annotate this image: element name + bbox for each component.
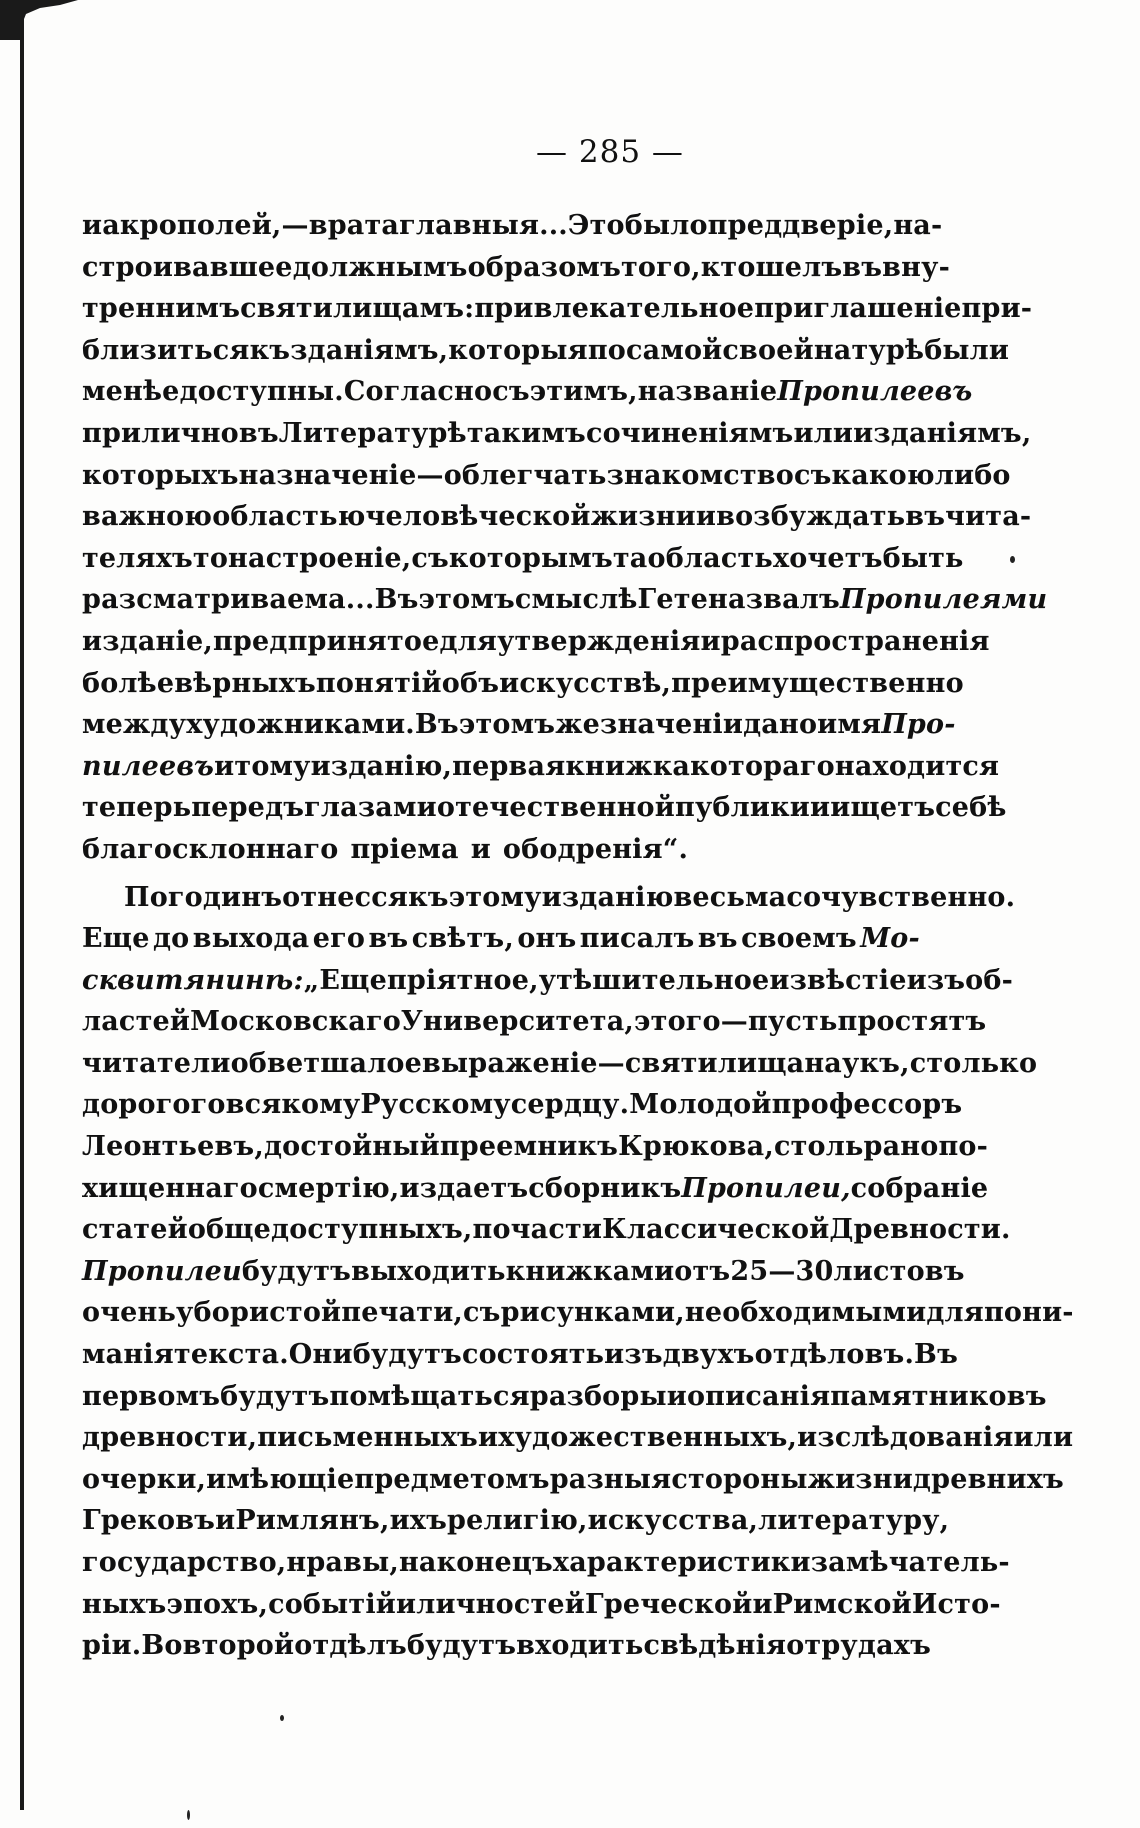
word: настроеніе, <box>228 542 412 574</box>
word: описанія <box>686 1380 831 1412</box>
word: Въ <box>914 1339 958 1371</box>
word: прилично <box>82 417 239 449</box>
word: и <box>215 1505 236 1537</box>
word: его <box>312 923 366 955</box>
word: имѣющіе <box>206 1463 355 1495</box>
word: строивавшее <box>82 251 293 283</box>
word: столь <box>773 1131 864 1163</box>
word: этомъ <box>418 584 515 616</box>
word: искусства, <box>587 1505 759 1537</box>
word: преемникъ <box>439 1131 619 1163</box>
word: Классической <box>602 1214 830 1246</box>
word: для <box>439 625 498 657</box>
word: извѣстіе <box>769 964 907 996</box>
word: Литературѣ <box>278 417 467 449</box>
word: и <box>666 1380 687 1412</box>
word: личностей <box>416 1588 586 1620</box>
word: либо <box>934 459 1011 491</box>
word: съ <box>492 376 530 408</box>
word: онъ <box>517 923 577 955</box>
word: трудахъ <box>804 1630 932 1662</box>
word: — <box>768 1255 796 1287</box>
word: вну- <box>882 251 950 283</box>
word: дано <box>743 709 818 741</box>
text-line <box>82 496 1032 538</box>
text-line <box>82 455 1011 497</box>
text-line <box>82 538 964 580</box>
word: зданіямъ, <box>290 334 449 366</box>
word: распространенія <box>720 625 990 657</box>
word: сочувственно. <box>786 881 1016 913</box>
word: быть <box>882 542 964 574</box>
word: Древности. <box>829 1214 1011 1246</box>
word: эпохъ, <box>166 1588 269 1620</box>
word: образомъ <box>467 251 621 283</box>
word: статей <box>82 1214 188 1246</box>
word: Крюкова, <box>618 1131 774 1163</box>
word: къ <box>249 334 291 366</box>
word: изданіямъ, <box>853 417 1032 449</box>
word: о <box>786 1630 805 1662</box>
word: при- <box>961 293 1033 325</box>
word: было <box>624 210 708 241</box>
word: искусствѣ, <box>499 667 672 699</box>
word: событій <box>268 1588 396 1620</box>
word: листовъ <box>833 1255 965 1287</box>
text-line <box>82 1584 1001 1626</box>
word: назвалъ <box>708 584 840 616</box>
word: всякому <box>225 1089 361 1121</box>
word: будутъ <box>406 1630 517 1662</box>
word: Русскому <box>360 1089 511 1121</box>
word: характеристики <box>552 1547 811 1578</box>
word: изъ <box>604 1339 663 1371</box>
word: наконецъ <box>398 1547 553 1578</box>
word: необходимыми <box>684 1297 927 1329</box>
word: областью <box>212 501 366 533</box>
page-number: — 285 — <box>536 134 684 170</box>
word: помѣщаться <box>329 1380 530 1412</box>
word: утвержденія <box>497 625 701 657</box>
text-line <box>82 1625 932 1667</box>
word: въ <box>842 251 883 283</box>
text-line <box>82 918 920 960</box>
word: достойный <box>263 1131 440 1163</box>
word: обветшалое <box>230 1047 423 1079</box>
word: и <box>396 1588 417 1620</box>
word: Это <box>567 210 625 241</box>
text-line <box>82 621 990 663</box>
word: жизни <box>590 501 696 533</box>
word: пилеевъ <box>82 750 215 782</box>
word: книжками <box>505 1255 675 1287</box>
word: благосклоннаго <box>82 833 339 865</box>
text-line <box>82 330 1010 372</box>
word: свѣтъ, <box>411 923 514 955</box>
word: теляхъ <box>82 542 193 574</box>
text-line <box>82 1459 1064 1501</box>
word: болѣе <box>82 667 175 699</box>
word: Пропилеи <box>82 1255 242 1287</box>
word: „Еще <box>303 964 387 996</box>
word: Во <box>141 1630 183 1662</box>
word: собраніе <box>850 1172 989 1204</box>
text-line <box>82 960 1013 1002</box>
word: весьма <box>673 881 787 913</box>
word: изданіе, <box>82 625 213 657</box>
word: замѣчатель- <box>810 1547 1010 1578</box>
word: второй <box>182 1630 295 1662</box>
word: первая <box>452 750 566 782</box>
text-line <box>82 1084 963 1126</box>
word: и <box>810 792 831 824</box>
text-line <box>82 1001 987 1043</box>
word: свѣдѣнія <box>643 1630 787 1662</box>
word: читатели <box>82 1047 231 1079</box>
word: Греческой <box>585 1588 753 1620</box>
text-line <box>82 1126 989 1168</box>
word: съ <box>463 1297 501 1329</box>
word: Въ <box>414 709 459 741</box>
word: привлекательное <box>474 293 755 325</box>
scan-speck <box>280 1715 284 1721</box>
word: акрополей,—врата <box>102 210 400 241</box>
word: первомъ <box>82 1380 221 1412</box>
word: утѣшительное <box>538 964 770 996</box>
word: пріема <box>350 833 459 865</box>
word: государство, <box>82 1547 287 1578</box>
word: профессоръ <box>771 1089 963 1121</box>
word: публики <box>674 792 811 824</box>
word: состоять <box>461 1339 605 1371</box>
word: менѣе <box>82 376 180 408</box>
word: ластей <box>82 1006 191 1038</box>
word: близиться <box>82 334 250 366</box>
word: ищетъ <box>830 792 936 824</box>
word: выраженіе—святилища <box>422 1047 805 1079</box>
text-line <box>82 704 956 746</box>
word: съ <box>411 542 449 574</box>
text-line <box>82 1500 950 1542</box>
word: выходить <box>351 1255 506 1287</box>
word: писалъ <box>579 923 695 955</box>
word: область <box>647 542 773 574</box>
word: этого <box>634 1006 721 1038</box>
text-line <box>82 1417 1074 1459</box>
word: преимущественно <box>671 667 964 699</box>
word: треннимъ <box>82 293 241 325</box>
text-line <box>82 371 973 413</box>
word: изданію <box>541 881 674 913</box>
text-line <box>82 1168 989 1210</box>
text-line <box>82 829 920 871</box>
word: объ <box>441 667 500 699</box>
word: пусть <box>747 1006 838 1038</box>
word: книжка <box>565 750 691 782</box>
word: важною <box>82 501 213 533</box>
word: предметомъ <box>354 1463 550 1495</box>
scan-speck <box>1010 556 1015 563</box>
text-line <box>82 1043 1038 1085</box>
word: Въ <box>374 584 419 616</box>
word: съ <box>793 459 832 491</box>
word: будутъ <box>241 1255 352 1287</box>
word: и <box>700 625 721 657</box>
word: котораго <box>690 750 835 782</box>
word: нравы, <box>286 1547 399 1578</box>
word: преддверіе, <box>707 210 894 241</box>
word: Пропилеями <box>839 584 1048 616</box>
word: и <box>477 1422 499 1454</box>
text-line <box>82 1292 1074 1334</box>
word: будутъ <box>352 1339 462 1371</box>
text-line <box>82 205 943 247</box>
word: древнихъ <box>912 1463 1064 1495</box>
word: текста. <box>173 1339 289 1371</box>
word: этимъ, <box>529 376 638 408</box>
word: отдѣлъ <box>294 1630 407 1662</box>
word: названіе <box>637 376 778 408</box>
word: сочиненіямъ <box>585 417 794 449</box>
word: разныя <box>549 1463 672 1495</box>
word: изъ <box>906 964 966 996</box>
word: печати, <box>341 1297 464 1329</box>
scan-speck <box>187 1810 190 1820</box>
word: въ <box>697 923 738 955</box>
word: тому <box>234 750 311 782</box>
word: та <box>612 542 648 574</box>
word: между <box>82 709 187 741</box>
word: письменныхъ <box>257 1422 478 1454</box>
word: такимъ <box>466 417 586 449</box>
word: манія <box>82 1339 174 1371</box>
word: хищеннаго <box>82 1172 258 1204</box>
word: Согласно <box>343 376 493 408</box>
word: сборникъ <box>528 1172 682 1204</box>
word: ныхъ <box>82 1588 167 1620</box>
word: смертію, <box>257 1172 400 1204</box>
word: самой <box>625 334 723 366</box>
word: и <box>214 750 235 782</box>
word: разсматриваема... <box>82 584 375 616</box>
word: будутъ <box>220 1380 330 1412</box>
word: вѣрныхъ <box>174 667 316 699</box>
word: или <box>1013 1422 1074 1454</box>
word: доступны. <box>179 376 344 408</box>
word: отдѣловъ. <box>754 1339 915 1371</box>
word: рисунками, <box>500 1297 685 1329</box>
word: возбуждать <box>716 501 906 533</box>
word: находится <box>834 750 1000 782</box>
word: разборы <box>529 1380 667 1412</box>
word: въ <box>238 417 279 449</box>
word: и <box>752 1588 773 1620</box>
word: Леонтьевъ, <box>82 1131 264 1163</box>
word: смыслѣ <box>514 584 638 616</box>
word: 25 <box>730 1255 769 1287</box>
word: приглашеніе <box>754 293 962 325</box>
word: отъ <box>674 1255 731 1287</box>
word: двухъ <box>662 1339 755 1371</box>
word: знакомство <box>606 459 794 491</box>
word: очень <box>82 1297 177 1329</box>
text-line <box>82 1542 1010 1584</box>
word: дорогого <box>82 1089 226 1121</box>
word: главныя... <box>399 210 568 241</box>
word: которыхъ <box>82 459 239 491</box>
word: предпринятое <box>212 625 440 657</box>
word: пріятное, <box>386 964 539 996</box>
word: ихъ <box>389 1505 447 1537</box>
word: Римлянъ, <box>235 1505 390 1537</box>
word: сердцу. <box>510 1089 630 1121</box>
word: пони- <box>983 1297 1074 1329</box>
word: Про- <box>881 709 956 741</box>
text-line <box>82 877 1016 919</box>
word: по- <box>938 1131 989 1163</box>
text-line <box>82 1209 1011 1251</box>
word: сквитянинѣ: <box>82 964 304 996</box>
word: очерки, <box>82 1463 207 1495</box>
word: чита- <box>945 501 1032 533</box>
word: и <box>82 210 103 241</box>
word: религію, <box>447 1505 588 1537</box>
word: на- <box>893 210 943 241</box>
word: Университета, <box>400 1006 635 1038</box>
word: хочетъ <box>772 542 883 574</box>
word: художественныхъ, <box>498 1422 798 1454</box>
word: Исто- <box>911 1588 1001 1620</box>
word: изданію, <box>310 750 453 782</box>
word: части <box>510 1214 603 1246</box>
word: 30 <box>795 1255 834 1287</box>
word: входить <box>516 1630 644 1662</box>
word: натурѣ <box>813 334 925 366</box>
word: значеніи <box>600 709 744 741</box>
word: наукъ, <box>804 1047 910 1079</box>
word: или <box>793 417 854 449</box>
word: ріи. <box>82 1630 142 1662</box>
word: въ <box>905 501 946 533</box>
word: должнымъ <box>292 251 468 283</box>
word: простятъ <box>837 1006 987 1038</box>
word: понятій <box>315 667 442 699</box>
word: этому <box>448 881 542 913</box>
text-line <box>82 746 1000 788</box>
word: — <box>720 1006 748 1038</box>
word: святилищамъ: <box>240 293 475 325</box>
word: до <box>152 923 190 955</box>
word: себѣ <box>935 792 1007 824</box>
word: и <box>695 501 717 533</box>
word: рано <box>863 1131 939 1163</box>
word: Римской <box>772 1588 912 1620</box>
text-line <box>82 1334 958 1376</box>
word: были <box>924 334 1010 366</box>
word: по <box>472 1214 511 1246</box>
text-line <box>82 288 1033 330</box>
word: Грековъ <box>82 1505 216 1537</box>
word: для <box>926 1297 984 1329</box>
word: имя <box>817 709 882 741</box>
word: же <box>555 709 601 741</box>
text-line <box>82 787 1007 829</box>
word: какою <box>831 459 935 491</box>
word: своей <box>722 334 814 366</box>
word: памятниковъ <box>830 1380 1047 1412</box>
word: отечественной <box>436 792 675 824</box>
word: Гете <box>637 584 709 616</box>
word: глазами <box>304 792 437 824</box>
word: Погодинъ <box>124 881 283 913</box>
word: художниками. <box>186 709 415 741</box>
word: шелъ <box>755 251 843 283</box>
word: которымъ <box>448 542 613 574</box>
word: въ <box>368 923 409 955</box>
word: отнесся <box>282 881 409 913</box>
word: Еще <box>82 923 150 955</box>
word: выхода <box>192 923 310 955</box>
text-line <box>82 1251 965 1293</box>
word: общедоступныхъ, <box>187 1214 473 1246</box>
word: древности, <box>82 1422 258 1454</box>
text-line <box>82 663 964 705</box>
text-line <box>82 413 1032 455</box>
word: къ <box>408 881 449 913</box>
word: Мо- <box>860 923 920 955</box>
word: этомъ <box>458 709 556 741</box>
word: Молодой <box>629 1089 772 1121</box>
word: об- <box>965 964 1013 996</box>
word: стороны <box>671 1463 808 1495</box>
word: Московскаго <box>190 1006 401 1038</box>
word: ободренія“. <box>502 833 689 865</box>
word: теперь <box>82 792 192 824</box>
text-line <box>82 579 1048 621</box>
word: того, <box>621 251 701 283</box>
word: человѣческой <box>365 501 591 533</box>
word: и <box>470 833 491 865</box>
word: то <box>192 542 229 574</box>
text-line <box>82 1376 1047 1418</box>
word: по <box>587 334 626 366</box>
word: жизни <box>807 1463 913 1495</box>
scan-corner-artifact <box>0 0 80 40</box>
word: столько <box>909 1047 1038 1079</box>
text-line <box>82 247 950 289</box>
word: изслѣдованія <box>797 1422 1014 1454</box>
word: своемъ <box>741 923 857 955</box>
word: которыя <box>448 334 588 366</box>
word: назначеніе—облегчать <box>238 459 607 491</box>
word: передъ <box>191 792 305 824</box>
word: литературу, <box>758 1505 950 1537</box>
word: Пропилеевъ <box>777 376 973 408</box>
word: издаетъ <box>399 1172 529 1204</box>
word: Пропилеи, <box>681 1172 851 1204</box>
word: убористой <box>176 1297 342 1329</box>
word: кто <box>700 251 756 283</box>
word: Они <box>288 1339 353 1371</box>
scan-left-edge-artifact <box>20 0 24 1810</box>
body-text <box>82 205 1074 1667</box>
